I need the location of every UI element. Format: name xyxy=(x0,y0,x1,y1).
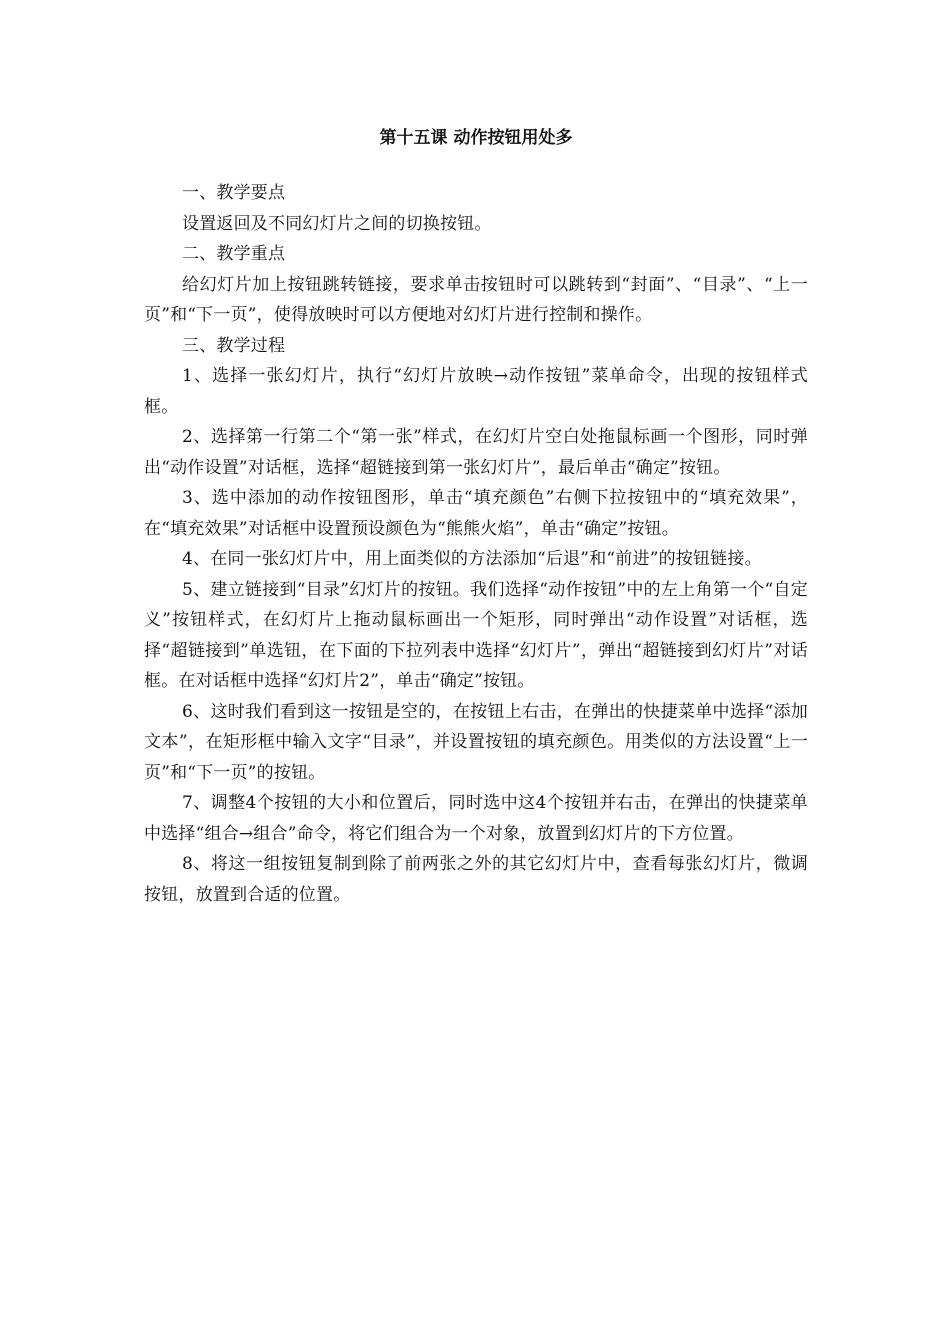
section-heading-process: 三、教学过程 xyxy=(182,335,286,356)
section-heading-focus: 二、教学重点 xyxy=(182,244,286,264)
paragraph: 设置返回及不同幻灯片之间的切换按钮。 xyxy=(182,213,492,234)
step-paragraph-2: 2、选择第一行第二个“第一张”样式，在幻灯片空白处拖鼠标画一个图形，同时弹出“动作设置”对话框，选择“超链接到第一张幻灯片”，最后单击“确定”按钮。 xyxy=(144,427,808,478)
step-paragraph-7: 7、调整4个按钮的大小和位置后，同时选中这4个按钮并右击，在弹出的快捷菜单中选择“组合→组合”命令，将它们组合为一个对象，放置到幻灯片的下方位置。 xyxy=(144,793,808,844)
step-paragraph-3: 3、选中添加的动作按钮图形，单击“填充颜色”右侧下拉按钮中的“填充效果”，在“填充效果”对话框中设置预设颜色为“熊熊火焰”，单击“确定”按钮。 xyxy=(144,488,808,539)
section-heading-key-points: 一、教学要点 xyxy=(182,183,286,203)
paragraph: 给幻灯片加上按钮跳转链接，要求单击按钮时可以跳转到“封面”、“目录”、“上一页”和“下一页”，使得放映时可以方便地对幻灯片进行控制和操作。 xyxy=(144,274,808,325)
document-body xyxy=(144,178,808,910)
step-paragraph-8: 8、将这一组按钮复制到除了前两张之外的其它幻灯片中，查看每张幻灯片，微调按钮，放置到合适的位置。 xyxy=(144,854,808,905)
step-paragraph-6: 6、这时我们看到这一按钮是空的，在按钮上右击，在弹出的快捷菜单中选择“添加文本”，在矩形框中输入文字“目录”，并设置按钮的填充颜色。用类似的方法设置“上一页”和“下一页”的按钮。 xyxy=(144,701,808,783)
step-paragraph-4: 4、在同一张幻灯片中，用上面类似的方法添加“后退”和“前进”的按钮链接。 xyxy=(182,549,762,569)
document-title: 第十五课 动作按钮用处多 xyxy=(379,128,573,148)
step-paragraph-1: 1、选择一张幻灯片，执行“幻灯片放映→动作按钮”菜单命令，出现的按钮样式框。 xyxy=(144,366,808,417)
step-paragraph-5: 5、建立链接到“目录”幻灯片的按钮。我们选择“动作按钮”中的左上角第一个“自定义”按钮样式，在幻灯片上拖动鼠标画出一个矩形，同时弹出“动作设置”对话框，选择“超链接到”单选钮，在下面的下拉列表中选择“幻灯片”，弹出“超链接到幻灯片”对话框。在对话框中选择“幻灯片2”，单击“确定”按钮。 xyxy=(144,579,808,691)
